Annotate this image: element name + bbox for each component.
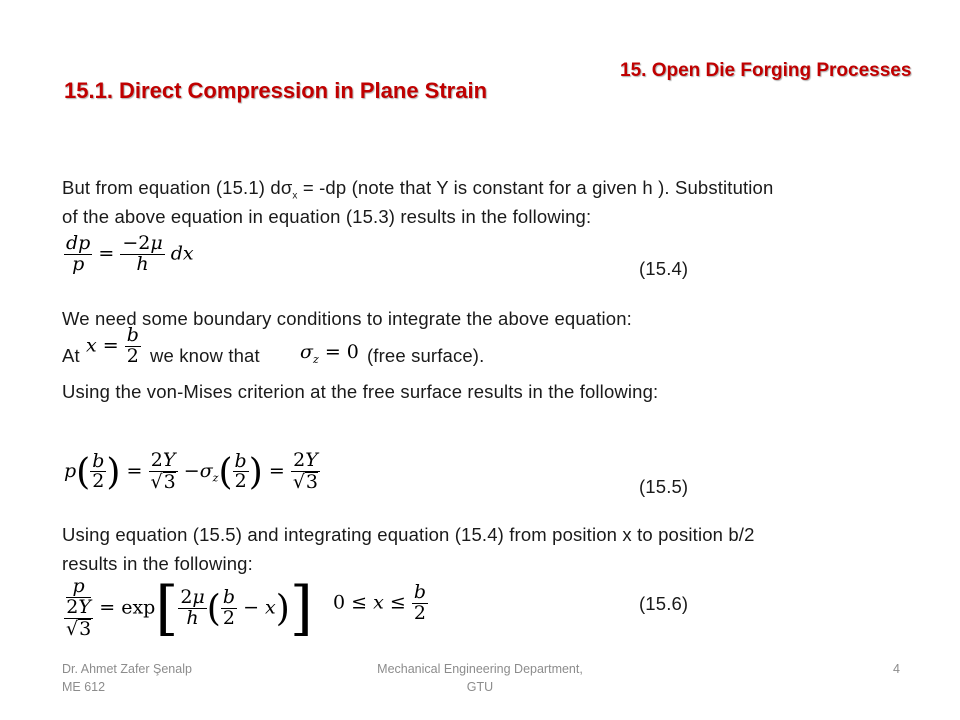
paragraph-line: Using the von-Mises criterion at the free surface results in the following: xyxy=(62,381,659,402)
paragraph-line-suffix: (free surface). xyxy=(367,345,485,366)
equation-sigma-z: $\sigma_z = 0$ xyxy=(300,341,359,366)
footer-department-line1: Mechanical Engineering Department, xyxy=(377,662,583,676)
equation-number: (15.6) xyxy=(639,593,689,614)
footer-department-line2: GTU xyxy=(466,680,494,694)
equation-15-6: p 2Y √3 = exp[ $\frac{2\mu}{h}$ ( $\frac{b}{2}$ − x)] xyxy=(66,572,313,642)
paragraph-line: of the above equation in equation (15.3) results in the following: xyxy=(62,206,592,227)
paragraph-line: results in the following: xyxy=(62,553,253,574)
paragraph-line-mid: we know that xyxy=(150,345,260,366)
page-number: 4 xyxy=(893,662,900,676)
paragraph-line-prefix: At xyxy=(62,345,80,366)
equation-x-b2: x = $\frac{b}{2}$ xyxy=(86,324,139,367)
equation-15-4: $\frac{dp}{p}$ = $\frac{-2\mu}{h}$ dx xyxy=(66,232,194,275)
section-title: 15.1. Direct Compression in Plane Strain xyxy=(64,78,488,103)
equation-15-5: p( $\frac{b}{2}$ ) = $\frac{2Y}{√3}$ $-\sigma_z$( $\frac{b}{2}$ ) = $\frac{2Y}{√3}$ xyxy=(64,449,319,493)
equation-number: (15.5) xyxy=(639,476,689,497)
footer-department xyxy=(330,662,630,694)
subscript: x xyxy=(292,190,298,202)
equation-number: (15.4) xyxy=(639,258,689,279)
chapter-title: 15. Open Die Forging Processes xyxy=(620,60,912,81)
text-fragment: = -dp (note that Y is constant for a given h ). Substitution xyxy=(297,177,774,198)
paragraph-line: Using equation (15.5) and integrating equation (15.4) from position x to position b/2 xyxy=(62,524,755,545)
paragraph-line xyxy=(62,177,773,202)
footer-author: Dr. Ahmet Zafer Şenalp xyxy=(62,662,192,676)
text-fragment: But from equation (15.1) dσ xyxy=(62,177,293,198)
paragraph-line: We need some boundary conditions to integrate the above equation: xyxy=(62,308,632,329)
equation-range: 0 ≤ x ≤ $\frac{b}{2}$ xyxy=(333,581,426,624)
footer-course: ME 612 xyxy=(62,680,106,694)
